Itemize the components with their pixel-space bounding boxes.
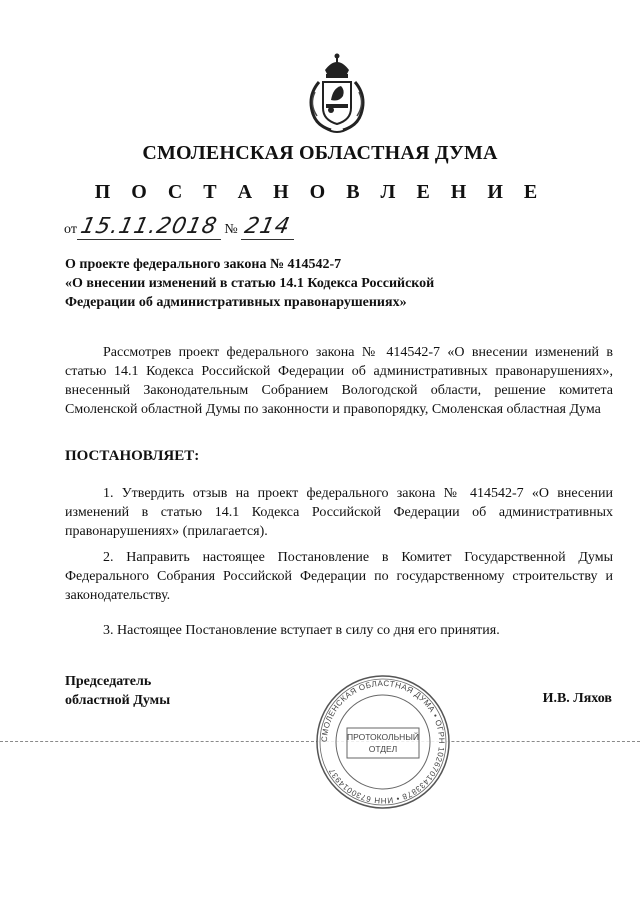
document-type-title: П О С Т А Н О В Л Е Н И Е — [94, 181, 546, 203]
official-stamp — [313, 672, 453, 812]
signatory-title-line: областной Думы — [65, 693, 171, 708]
stamp-center-line-1: ПРОТОКОЛЬНЫЙ — [347, 732, 419, 742]
resolution-item-3: 3. Настоящее Постановление вступает в силу со дня его принятия. — [103, 623, 500, 638]
document-number: 214 — [242, 214, 293, 239]
subject-line: «О внесении изменений в статью 14.1 Кодекса Российской — [65, 276, 435, 291]
signatory-title — [65, 672, 170, 710]
resolution-item-2: 2. Направить настоящее Постановление в Комитет Государственной Думы Федерального Собрания Российской Федерации по государственному строительству и законодательству. — [65, 550, 613, 603]
subject-line: Федерации об административных правонарушениях» — [65, 295, 407, 310]
number-prefix: № — [224, 222, 238, 237]
resolution-item-1: 1. Утвердить отзыв на проект федерального закона № 414542-7 «О внесении изменений в статью 14.1 Кодекса Российской Федерации об административных правонарушениях» (прилагается). — [65, 486, 613, 539]
signatory-name: И.В. Ляхов — [542, 691, 612, 706]
signatory-title-line: Председатель — [65, 674, 152, 689]
stamp-center-line-2: ОТДЕЛ — [368, 744, 398, 754]
coat-of-arms-icon — [303, 52, 371, 136]
organization-name: СМОЛЕНСКАЯ ОБЛАСТНАЯ ДУМА — [142, 142, 498, 164]
date-prefix: от — [64, 222, 77, 237]
date-line — [64, 214, 294, 240]
stamp-ring-text: СМОЛЕНСКАЯ ОБЛАСТНАЯ ДУМА • ОГРН 1026701433878 • ИНН 6730014937 — [319, 678, 447, 806]
document-subject — [65, 255, 485, 312]
decides-heading: ПОСТАНОВЛЯЕТ: — [65, 448, 200, 464]
date-value: 15.11.2018 — [78, 214, 220, 239]
preamble-paragraph: Рассмотрев проект федерального закона № 414542-7 «О внесении изменений в статью 14.1 Кодекса Российской Федерации об административных правонарушениях», внесенный Законодательным Собранием Вологодской области, решение комитета Смоленской областной Думы по законности и правопорядку, Смоленская областная Дума — [65, 345, 613, 417]
subject-line: О проекте федерального закона № 414542-7 — [65, 257, 342, 272]
